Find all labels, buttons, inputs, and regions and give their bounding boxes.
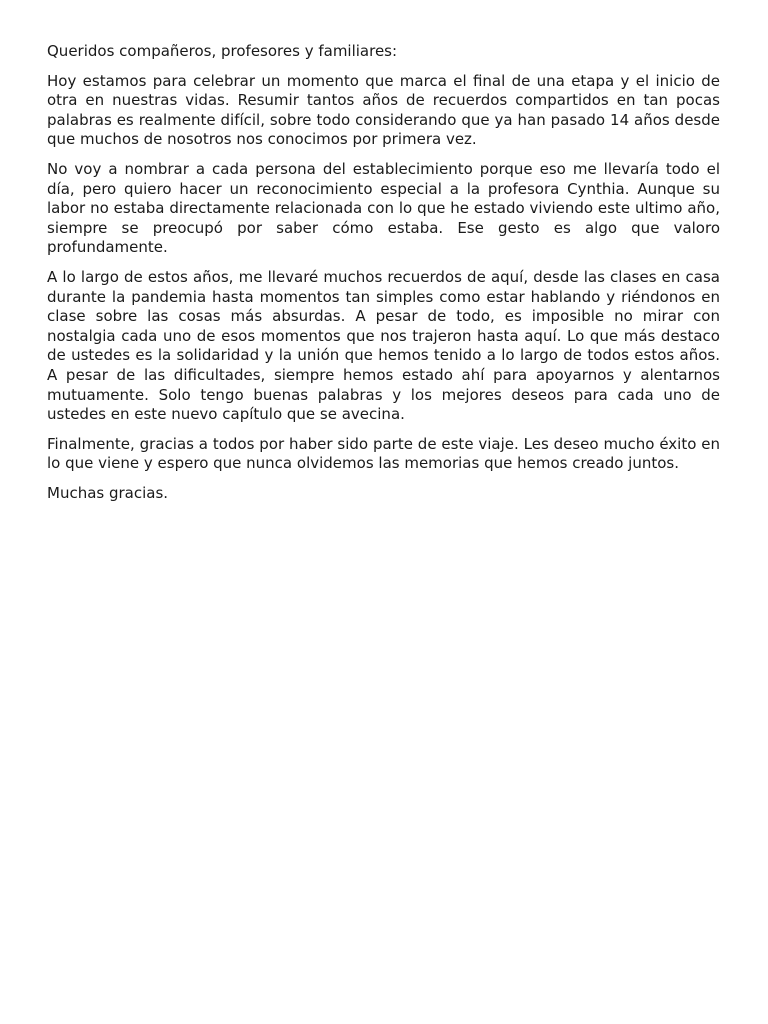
salutation: Queridos compañeros, profesores y familiares: bbox=[47, 42, 398, 60]
document-page bbox=[47, 42, 720, 513]
paragraph-acknowledgement: No voy a nombrar a cada persona del establecimiento porque eso me llevaría todo el día, pero quiero hacer un reconocimiento especial a la profesora Cynthia. Aunque su labor no estaba directamente relacionada con lo que he estado viviendo este ultimo año, siempre se preocupó por saber cómo estaba. Ese gesto es algo que valoro profundamente. bbox=[47, 159, 720, 257]
paragraph-intro: Hoy estamos para celebrar un momento que marca el final de una etapa y el inicio de otra en nuestras vidas. Resumir tantos años de recuerdos compartidos en tan pocas palabras es realmente difícil, sobre todo considerando que ya han pasado 14 años desde que muchos de nosotros nos conocimos por primera vez. bbox=[47, 71, 720, 149]
paragraph-memories: A lo largo de estos años, me llevaré muchos recuerdos de aquí, desde las clases en casa durante la pandemia hasta momentos tan simples como estar hablando y riéndonos en clase sobre las cosas más absurdas. A pesar de todo, es imposible no mirar con nostalgia cada uno de esos momentos que nos trajeron hasta aquí. Lo que más destaco de ustedes es la solidaridad y la unión que hemos tenido a lo largo de todos estos años. A pesar de las dificultades, siempre hemos estado ahí para apoyarnos y alentarnos mutuamente. Solo tengo buenas palabras y los mejores deseos para cada uno de ustedes en este nuevo capítulo que se avecina. bbox=[47, 267, 720, 424]
closing: Muchas gracias. bbox=[47, 483, 169, 502]
paragraph-farewell: Finalmente, gracias a todos por haber sido parte de este viaje. Les deseo mucho éxito en lo que viene y espero que nunca olvidemos las memorias que hemos creado juntos. bbox=[47, 434, 720, 473]
